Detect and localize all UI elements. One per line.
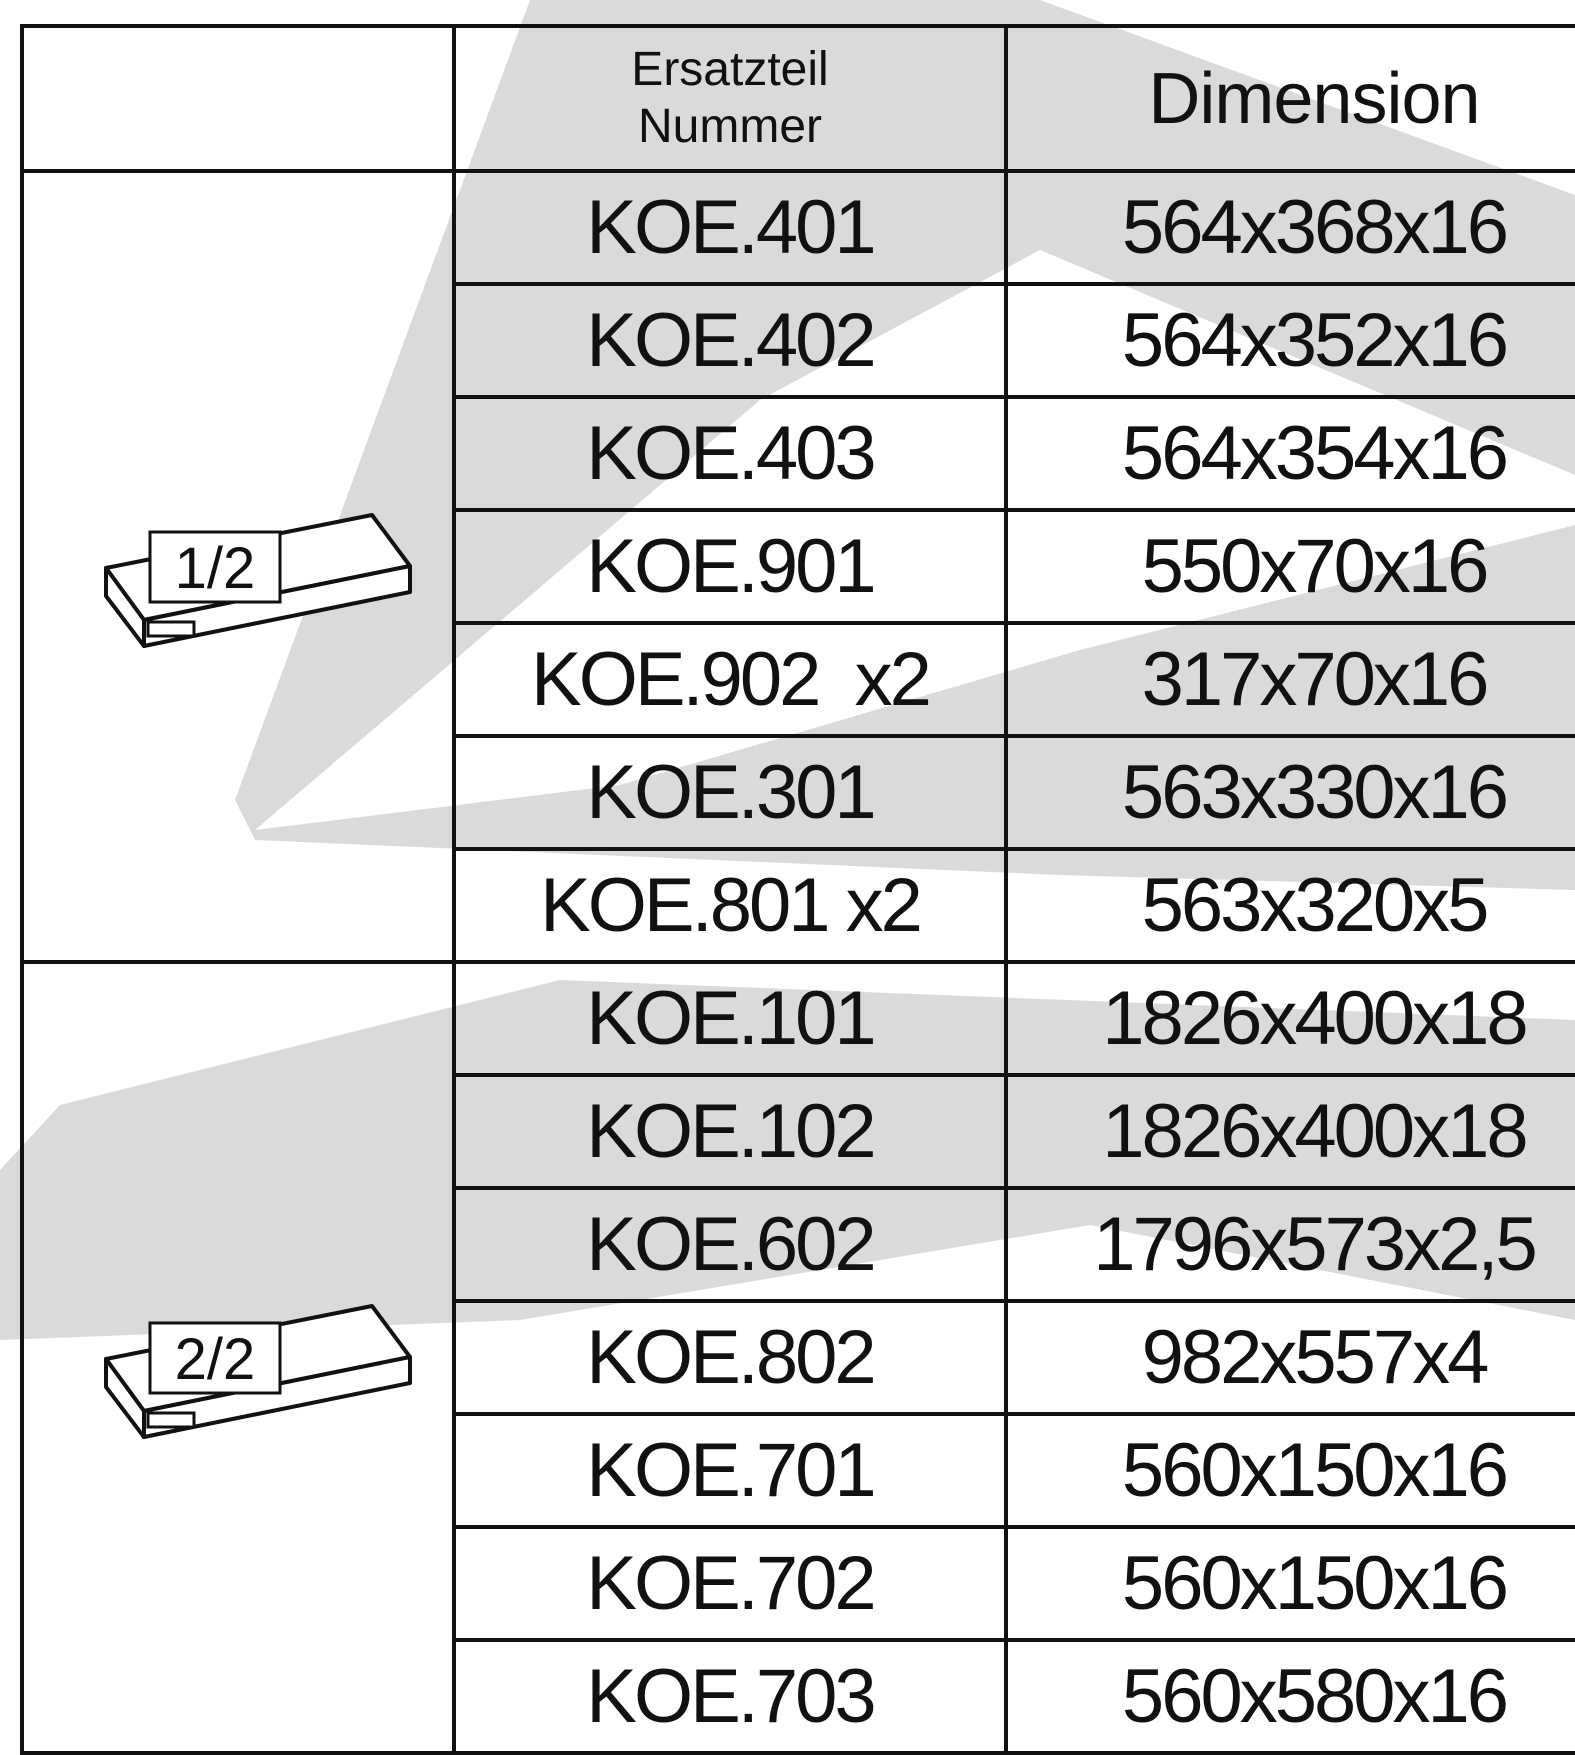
dimension-cell: 1796x573x2,5: [1006, 1188, 1575, 1301]
header-dimension: Dimension: [1006, 26, 1575, 171]
dimension-cell: 550x70x16: [1006, 510, 1575, 623]
package-cell: [22, 171, 454, 962]
part-number-cell: KOE.801 x2: [454, 849, 1006, 962]
dimension-cell: 1826x400x18: [1006, 1075, 1575, 1188]
spare-parts-table: [20, 24, 1575, 1755]
table-row: [22, 171, 1575, 284]
dimension-cell: 563x330x16: [1006, 736, 1575, 849]
dimension-cell: 982x557x4: [1006, 1301, 1575, 1414]
part-number-cell: KOE.802: [454, 1301, 1006, 1414]
part-number-cell: KOE.403: [454, 397, 1006, 510]
part-number-cell: KOE.401: [454, 171, 1006, 284]
part-number-cell: KOE.602: [454, 1188, 1006, 1301]
header-package-cell: [22, 26, 454, 171]
part-number-cell: KOE.102: [454, 1075, 1006, 1188]
package-label: 2/2: [174, 1326, 256, 1392]
part-number-cell: KOE.703: [454, 1640, 1006, 1753]
dimension-cell: 560x580x16: [1006, 1640, 1575, 1753]
part-number-cell: KOE.902 x2: [454, 623, 1006, 736]
dimension-cell: 564x368x16: [1006, 171, 1575, 284]
part-number-cell: KOE.402: [454, 284, 1006, 397]
dimension-cell: 564x354x16: [1006, 397, 1575, 510]
dimension-cell: 317x70x16: [1006, 623, 1575, 736]
package-box-icon: [58, 1273, 418, 1443]
header-row: [22, 26, 1575, 171]
dimension-cell: 560x150x16: [1006, 1414, 1575, 1527]
header-part-number: [454, 26, 1006, 171]
dimension-cell: 560x150x16: [1006, 1527, 1575, 1640]
part-number-cell: KOE.901: [454, 510, 1006, 623]
header-part-line1: Ersatzteil: [631, 42, 829, 96]
package-label: 1/2: [174, 535, 256, 601]
header-part-line2: Nummer: [637, 99, 822, 153]
table-row: [22, 962, 1575, 1075]
dimension-cell: 1826x400x18: [1006, 962, 1575, 1075]
part-number-cell: KOE.701: [454, 1414, 1006, 1527]
part-number-cell: KOE.301: [454, 736, 1006, 849]
part-number-cell: KOE.101: [454, 962, 1006, 1075]
dimension-cell: 563x320x5: [1006, 849, 1575, 962]
part-number-cell: KOE.702: [454, 1527, 1006, 1640]
package-cell: [22, 962, 454, 1753]
package-box-icon: [58, 482, 418, 652]
dimension-cell: 564x352x16: [1006, 284, 1575, 397]
